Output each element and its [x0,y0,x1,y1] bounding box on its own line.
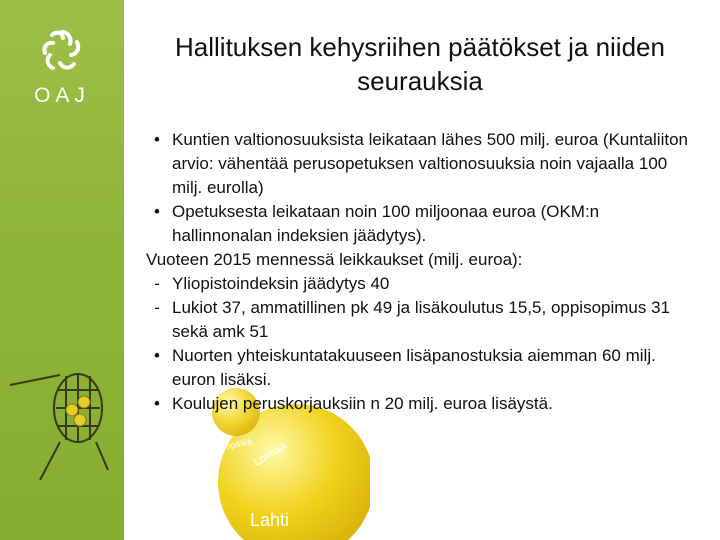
dash-text: Yliopistoindeksin jäädytys 40 [172,274,390,293]
bullet-marker: • [154,394,160,413]
logo-text: OAJ [34,84,90,107]
slide-title: Hallituksen kehysriihen päätökset ja niiden seurauksia [175,32,665,96]
dash-marker: - [154,298,160,317]
lottery-drum-decoration [0,330,124,540]
dash-text: Lukiot 37, ammatillinen pk 49 ja lisäkoulutus 15,5, oppisopimus 31 sekä amk 51 [172,298,671,341]
ball-lempaala-text: Lempäälä [212,435,254,454]
bullet-item [146,128,702,200]
bullet-item [146,200,702,248]
bullet-text: Koulujen peruskorjauksiin n 20 milj. euroa lisäystä. [172,394,553,413]
ball-lahti-text: Lahti [250,510,290,530]
oaj-flower-logo-icon [30,22,94,82]
ball-loimaa-text: Loimaa [251,440,289,469]
bullet-text: Opetuksesta leikataan noin 100 miljoonaa euroa (OKM:n hallinnonalan indeksien jäädytys). [172,202,600,245]
bullet-text: Kuntien valtionosuuksista leikataan lähes 500 milj. euroa (Kuntaliiton arvio: vähentää perusopetuksen valtionosuuksia noin vajaalla 100 milj. eurolla) [172,130,688,197]
bullet-marker: • [154,202,160,221]
bullet-text: Nuorten yhteiskuntatakuuseen lisäpanostuksia aiemman 60 milj. euron lisäksi. [172,346,656,389]
dash-marker: - [154,274,160,293]
dash-item [146,272,702,296]
section-heading: Vuoteen 2015 mennessä leikkaukset (milj. euroa): [146,250,523,269]
oaj-logo [30,22,94,112]
bullet-item [146,392,702,416]
dash-item [146,296,702,344]
bullet-marker: • [154,130,160,149]
bullet-marker: • [154,346,160,365]
sidebar [0,0,124,540]
bullet-item [146,344,702,392]
slide-content [146,128,702,416]
